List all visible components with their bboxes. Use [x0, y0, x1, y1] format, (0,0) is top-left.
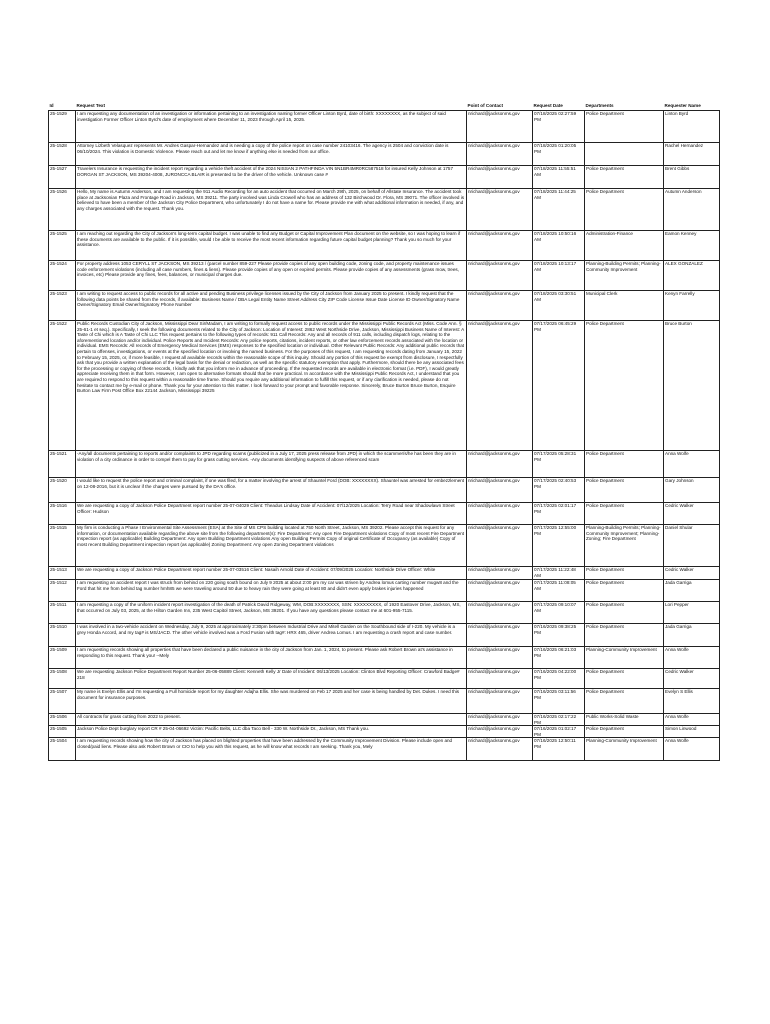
cell-requester-name: Rachel Hernandez	[664, 143, 720, 166]
cell-point-of-contact: nrichard@jacksonms.gov	[467, 291, 533, 321]
cell-request-date: 07/16/2025 01:02:17 PM	[533, 726, 585, 738]
cell-point-of-contact: nrichard@jacksonms.gov	[467, 714, 533, 726]
cell-id: 25-1508	[49, 669, 76, 689]
cell-departments: Police Department	[585, 689, 664, 714]
cell-request-date: 07/18/2025 11:55:51 AM	[533, 166, 585, 189]
cell-id: 25-1516	[49, 503, 76, 525]
cell-departments: Police Department	[585, 321, 664, 451]
cell-request-text: Hello, My name is Autumn Anderson, and I am requesting the 911 Audio Recording for an auto accident that occurred on March 29th, 2025, on behalf of Allstate Insurance. The accident took place at Jacksonian Plaza and Frontage Road in Jackson, MS 39211. The party involved was Linda Crowell who has an address of 132 Birchwood Dr. Flora, MS 39071. The officer involved is believed to have been a member of the Jackson City Police Department, who unfortunately I do not have a name for. Please provide me with what additional information is needed, if any, and any charges associated with the request. Thank you.	[76, 189, 467, 231]
cell-departments: Police Department	[585, 567, 664, 580]
cell-id: 25-1513	[49, 567, 76, 580]
cell-departments: Police Department	[585, 726, 664, 738]
table-row	[49, 738, 720, 761]
table-row	[49, 321, 720, 451]
table-row	[49, 189, 720, 231]
table-row	[49, 580, 720, 602]
cell-departments: Planning-Community Improvement	[585, 647, 664, 669]
cell-request-text: I am requesting an accident report I was struck from behind on 220 going south bound on July 9 2025 at about 2:00 pm my car was striven by Andrea lomus carting number mugw8 and the Ford that hit me from behind tag number hmh85 we were traveling around 50 due to heavy rain they were going at least 80 and didn't even apply brakes injuries happened	[76, 580, 467, 602]
cell-request-date: 07/17/2025 09:10:07 AM	[533, 602, 585, 624]
cell-requester-name: Jada Garriga	[664, 580, 720, 602]
cell-departments: Police Department	[585, 503, 664, 525]
cell-request-text: Travelers Insurance is requesting the incident report regarding a vehicle theft accident of the 2024 NISSAN 2 PATHFINDA VIN 5N1BR4MR0RC587518 for insured Kelly Johnson at 1757 DORGAN ST JACKSON, MS 39204-4008, JURONCCA BLAIR is presented to be the driver of the vehicle. Unknown case #	[76, 166, 467, 189]
cell-request-date: 07/16/2025 02:17:22 PM	[533, 714, 585, 726]
cell-requester-name: Anna Wolfe	[664, 647, 720, 669]
cell-point-of-contact: nrichard@jacksonms.gov	[467, 669, 533, 689]
cell-point-of-contact: nrichard@jacksonms.gov	[467, 321, 533, 451]
cell-departments: Police Department	[585, 624, 664, 647]
table-row	[49, 231, 720, 261]
table-row	[49, 166, 720, 189]
cell-point-of-contact: nrichard@jacksonms.gov	[467, 689, 533, 714]
cell-requester-name: Gary Johnson	[664, 478, 720, 503]
cell-request-date: 07/18/2025 03:30:51 AM	[533, 291, 585, 321]
cell-id: 25-1528	[49, 143, 76, 166]
column-header-request-date: Request Date	[533, 93, 585, 111]
cell-request-text: We are requesting a copy of Jackson Police Department report number 25-07-04029 Client: Theadus Lindsay Date of Accident: 07/12/2025 Location: Terry Road near Shadowlawn Street Officer: Hudson	[76, 503, 467, 525]
table-row	[49, 726, 720, 738]
cell-id: 25-1512	[49, 580, 76, 602]
cell-request-date: 07/18/2025 10:13:17 AM	[533, 261, 585, 291]
cell-requester-name: Autumn Anderson	[664, 189, 720, 231]
cell-request-date: 07/16/2025 12:50:11 PM	[533, 738, 585, 761]
table-row	[49, 525, 720, 567]
cell-request-date: 07/16/2025 03:11:56 PM	[533, 689, 585, 714]
cell-requester-name: Jada Garriga	[664, 624, 720, 647]
cell-requester-name: Kenyn Farrelly	[664, 291, 720, 321]
cell-id: 25-1526	[49, 189, 76, 231]
cell-id: 25-1515	[49, 525, 76, 567]
cell-request-date: 07/17/2025 02:40:53 PM	[533, 478, 585, 503]
cell-id: 25-1507	[49, 689, 76, 714]
cell-requester-name: Linton Byrd	[664, 111, 720, 143]
cell-departments: Planning-Building Permits; Planning-Community Improvement; Planning-Zoning; Fire Department	[585, 525, 664, 567]
cell-request-text: I am reaching out regarding the City of Jackson's long-term capital budget. I was unable to find any Budget or Capital Improvement Plan document on the website, so I was hoping to learn if these documents are available to the public. If it is possible, would I be able to receive the most recent information regarding future capital budget planning? Thank you so much for your assistance.	[76, 231, 467, 261]
cell-point-of-contact: nrichard@jacksonms.gov	[467, 503, 533, 525]
table-row	[49, 503, 720, 525]
cell-departments: Police Department	[585, 602, 664, 624]
cell-departments: Police Department	[585, 189, 664, 231]
cell-id: 25-1522	[49, 321, 76, 451]
cell-departments: Police Department	[585, 166, 664, 189]
table-row	[49, 111, 720, 143]
cell-point-of-contact: nrichard@jacksonms.gov	[467, 624, 533, 647]
cell-request-text: I would like to request the police report and criminal complaint, if one was filed, for a matter involving the arrest of Shauntel Ford (DOB: XXXXXXXX). Shauntel was arrested for embezzlement on 12-08-2016, but it is unclear if the charges were pursued by the DA's office.	[76, 478, 467, 503]
cell-point-of-contact: nrichard@jacksonms.gov	[467, 602, 533, 624]
column-header-departments: Departments	[585, 93, 664, 111]
cell-id: 25-1504	[49, 738, 76, 761]
cell-request-text: I was involved in a two-vehicle accident on Wednesday, July 9, 2025 at approximately 2:30pm between Industrial Drive and Mitell Garden on the Southbound side of I-220. My vehicle is a grey Honda Accord, and my tag# is MS/JACD. The other vehicle involved was a Ford Fusion with tag#: HRX 465, driver Andrea Lomus. I am requesting a crash report and case number.	[76, 624, 467, 647]
cell-departments: Police Department	[585, 111, 664, 143]
cell-id: 25-1511	[49, 602, 76, 624]
cell-request-date: 07/18/2025 10:50:16 AM	[533, 231, 585, 261]
cell-requester-name: Anna Wolfe	[664, 714, 720, 726]
table-row	[49, 567, 720, 580]
cell-departments: Planning-Building Permits; Planning-Community Improvement	[585, 261, 664, 291]
table-row	[49, 689, 720, 714]
cell-point-of-contact: nrichard@jacksonms.gov	[467, 567, 533, 580]
records-request-table	[48, 93, 720, 761]
cell-requester-name: Bruce Burton	[664, 321, 720, 451]
column-header-id: Id	[49, 93, 76, 111]
cell-request-date: 07/17/2025 02:01:17 PM	[533, 503, 585, 525]
table-body	[49, 111, 720, 761]
cell-id: 25-1509	[49, 647, 76, 669]
cell-requester-name: Cedric Walker	[664, 669, 720, 689]
cell-request-text: We are requesting a copy of Jackson Police Department report number 25-07-03516 Client: Nasaih Arnold Date of Accident: 07/09/2025 Location: Northside Drive Officer: White	[76, 567, 467, 580]
cell-request-date: 07/18/2025 01:20:05 PM	[533, 143, 585, 166]
cell-request-text: Jackson Police Dept burglary report CR # 25-04-06692 Victim: Pacific Belts, LLC dba Taco Bell - 330 W. Northside Dr., Jackson, MS Thank you.	[76, 726, 467, 738]
cell-id: 25-1510	[49, 624, 76, 647]
cell-point-of-contact: nrichard@jacksonms.gov	[467, 478, 533, 503]
cell-requester-name: Eamon Kenney	[664, 231, 720, 261]
cell-id: 25-1524	[49, 261, 76, 291]
cell-request-date: 07/17/2025 11:22:48 AM	[533, 567, 585, 580]
records-request-table-wrapper	[48, 93, 719, 761]
cell-request-date: 07/16/2025 06:21:03 PM	[533, 647, 585, 669]
column-header-request-text: Request Text	[76, 93, 467, 111]
cell-request-text: All contracts for grass cutting from 2022 to present.	[76, 714, 467, 726]
cell-id: 25-1527	[49, 166, 76, 189]
cell-point-of-contact: nrichard@jacksonms.gov	[467, 580, 533, 602]
header-row	[49, 93, 720, 111]
cell-requester-name: Lori Pepper	[664, 602, 720, 624]
cell-id: 25-1505	[49, 726, 76, 738]
cell-request-date: 07/17/2025 12:55:00 PM	[533, 525, 585, 567]
cell-point-of-contact: nrichard@jacksonms.gov	[467, 189, 533, 231]
table-row	[49, 714, 720, 726]
cell-point-of-contact: nrichard@jacksonms.gov	[467, 143, 533, 166]
cell-id: 25-1520	[49, 478, 76, 503]
cell-request-date: 07/18/2025 11:44:25 AM	[533, 189, 585, 231]
cell-request-text: My name is Evelyn Ellis and I'm requesting a Full homicide report for my daughter Adajha Ellis. She was murdered on Feb 17 2025 and her case is being handled by Det. Dukes. I need this document for insurance purposes.	[76, 689, 467, 714]
cell-departments: Administration-Finance	[585, 231, 664, 261]
cell-requester-name: Daniel Shular	[664, 525, 720, 567]
cell-departments: Police Department	[585, 669, 664, 689]
cell-id: 25-1523	[49, 291, 76, 321]
cell-requester-name: Anna Wolfe	[664, 451, 720, 478]
cell-point-of-contact: nrichard@jacksonms.gov	[467, 111, 533, 143]
cell-departments	[585, 143, 664, 166]
cell-id: 25-1525	[49, 231, 76, 261]
cell-request-date: 07/17/2025 06:45:29 PM	[533, 321, 585, 451]
cell-request-text: We are requesting Jackson Police Department Report Number 25-06-05889 Client: Kenneth Kelly Jr Date of Incident: 06/13/2025 Location: Clinton Blvd Reporting Officer: Crawford Badge# 218	[76, 669, 467, 689]
table-row	[49, 602, 720, 624]
cell-requester-name: Anna Wolfe	[664, 738, 720, 761]
cell-request-text: I am requesting records showing all properties that have been declared a public nuisance in the city of Jackson from Jan. 1, 2024, to present. Please ask Robert Brown at's assistance in responding to this request. Thank you! --Mely	[76, 647, 467, 669]
cell-departments: Police Department	[585, 478, 664, 503]
cell-requester-name: ALEX GONZALEZ	[664, 261, 720, 291]
cell-request-text: I am requesting any documentation of an investigation or information pertaining to an investigation naming former Officer Linton Byrd, date of birth: XXXXXXXX, as the subject of said investigation Former Officer Linton Byrd's date of employment where December 11, 2023 through April 15, 2025.	[76, 111, 467, 143]
table-row	[49, 669, 720, 689]
column-header-point-of-contact: Point of Contact	[467, 93, 533, 111]
cell-request-date: 07/18/2025 02:27:59 PM	[533, 111, 585, 143]
cell-id: 25-1529	[49, 111, 76, 143]
cell-request-date: 07/16/2025 04:22:00 PM	[533, 669, 585, 689]
table-row	[49, 647, 720, 669]
cell-id: 25-1521	[49, 451, 76, 478]
cell-departments: Municipal Clerk	[585, 291, 664, 321]
cell-point-of-contact: nrichard@jacksonms.gov	[467, 647, 533, 669]
cell-request-text: I am requesting a copy of the uniform incident report investigation of the death of Patrick David Ridgeway, WM, DOB:XXXXXXXX, SSN: XXXXXXXXX, of 1920 Eastover Drive, Jackson, MS, that occurred on July 03, 2025, at the Hilton Garden Inn, 235 West Capitol Street, Jackson, MS 39201. If you have any questions please contact me at 601-955-7115.	[76, 602, 467, 624]
cell-point-of-contact: nrichard@jacksonms.gov	[467, 231, 533, 261]
table-row	[49, 451, 720, 478]
cell-departments: Police Department	[585, 580, 664, 602]
cell-requester-name: Cedric Walker	[664, 567, 720, 580]
cell-point-of-contact: nrichard@jacksonms.gov	[467, 726, 533, 738]
cell-point-of-contact: nrichard@jacksonms.gov	[467, 451, 533, 478]
cell-request-date: 07/17/2025 11:08:05 AM	[533, 580, 585, 602]
cell-point-of-contact: nrichard@jacksonms.gov	[467, 525, 533, 567]
cell-request-text: Public Records Custodian City of Jackson, Mississippi Dear Sir/Madam, I am writing to formally request access to public records under the Mississippi Public Records Act (Miss. Code Ann. § 25-61-1 et seq.). Specifically, I seek the following documents related to the City of Jackson: Location of Interest: 2862 West Northside Drive, Jackson, Mississippi Business Name of Interest: A Taste of Chi which is A Taste of Chi LLC This request pertains to the following types of records: 911 Call Records: Any and all records of 911 calls, including dispatch logs, relating to the aforementioned location and/or individual. Police Reports and Incident Records: Any police reports, citations, incident reports, or other law enforcement records associated with the location or individual. EMS Records: All records of Emergency Medical Services (EMS) responses to the specified location or individual. Other Relevant Public Records: Any additional public records that pertain to offenses, investigations, or events at the specified location or involving the named business. For the purposes of this request, I am requesting records dating from January 15, 2022 to February 15, 2025, or, if more feasible, I request all available records within the reasonable scope of this inquiry. Should any portion of this request be exempt from disclosure, I respectfully ask that you provide a written explanation of the legal basis for the denial or redaction, as well as the specific statutory exemption that apply. Furthermore, should there be any associated fees for the processing or copying of these records, I kindly ask that you inform me in advance of proceeding. If the requested records are available in electronic format (i.e. PDF), I would greatly appreciate receiving them in that form. However, I am open to alternative formats should that be more practical. In accordance with the Mississippi Public Records Act, I understand that you are required to respond to this request within a reasonable time frame. Should you require any additional information to fulfill this request, or if any clarification is needed, please do not hesitate to contact me by e-mail or phone. Thank you for your attention to this matter. I look forward to your prompt and favorable response. Sincerely, Bruce Burton Bruce Burton, Esquire Burton Law Firm Post Office Box 22144 Jackson, Mississippi 39225	[76, 321, 467, 451]
column-header-requester-name: Requester Name	[664, 93, 720, 111]
cell-request-text: Attorney Lizbeth Velasquez represents Mr. Andres Gaspar-Hernandez and is needing a copy of the police report on case number 24103416. The agency is 2504 and conviction date is 06/10/2024. This violation is Domestic Violence. Please reach out and let me know if anything else is needed from our office.	[76, 143, 467, 166]
cell-requester-name: Evelyn S Ellis	[664, 689, 720, 714]
cell-request-text: -Any/all documents pertaining to reports and/or complaints to JPD regarding scams (publicized in a July 17, 2025 press release from JPD) in which the scammer/s/he has been they are in violation of a city ordinance in order to compel them to pay for grass cutting services. -Any documents identifying suspects of above referenced scam	[76, 451, 467, 478]
cell-request-date: 07/16/2025 09:38:25 PM	[533, 624, 585, 647]
cell-requester-name: Cedric Walker	[664, 503, 720, 525]
cell-id: 25-1506	[49, 714, 76, 726]
table-row	[49, 478, 720, 503]
table-row	[49, 291, 720, 321]
table-row	[49, 261, 720, 291]
table-row	[49, 143, 720, 166]
cell-request-date: 07/17/2025 05:28:31 PM	[533, 451, 585, 478]
table-row	[49, 624, 720, 647]
cell-point-of-contact: nrichard@jacksonms.gov	[467, 261, 533, 291]
cell-departments: Planning-Community Improvement	[585, 738, 664, 761]
cell-requester-name: Simon Linwood	[664, 726, 720, 738]
cell-point-of-contact: nrichard@jacksonms.gov	[467, 166, 533, 189]
cell-requester-name: Brent Gibbs	[664, 166, 720, 189]
cell-departments: Police Department	[585, 451, 664, 478]
cell-request-text: My firm is conducting a Phase I Environmental Site Assessment (ESA) at the Site of MS CPS building located at 750 North Street, Jackson, MS 39202. Please accept this request for any information, or documentation available regarding the above site from the following department(s): Fire Department: Any open Fire Department violations Copy of most recent Fire Department Inspection report (as applicable) Building Department: Any open Building Department violations Any open Building Permits Copy of original Certificate of Occupancy (as available) Copy of most recent Building Department inspection report (as applicable) Zoning Department: Any open Zoning Department violations	[76, 525, 467, 567]
cell-request-text: I am writing to request access to public records for all active and pending Business privilege licenses issued by the City of Jackson from January 2025 to present. I kindly request that the following data points be shared from the records, if available: Business Name / DBA Legal Entity Name Street Address City ZIP Code License Issue Date License ID Owner/Signatory Name Owner/Signatory Email Owner/Signatory Phone Number	[76, 291, 467, 321]
cell-point-of-contact: nrichard@jacksonms.gov	[467, 738, 533, 761]
cell-request-text: For property address 1053 CERYLL ST JACKSON, MS 39213 / (parcel number 859-227 Please provide copies of any open building code, zoning code, and property maintenance issues code enforcement violations (including all case numbers, fines & liens). Please provide copies of any open or expired permits. Please provide copies of any assessments (grass mow, trees, invoices, etc) Please provide any fines, fees, balances, or municipal charges due.	[76, 261, 467, 291]
cell-departments: Public Works-Solid Waste	[585, 714, 664, 726]
cell-request-text: I am requesting records showing how the city of Jackson has placed on blighted properties that have been addressed by the Community Improvement Division. Please include open and closed/paid liens. Please also ask Robert Brown or CIO to help you with this request, as he will know what records I am seeking. Thank you, Mely	[76, 738, 467, 761]
